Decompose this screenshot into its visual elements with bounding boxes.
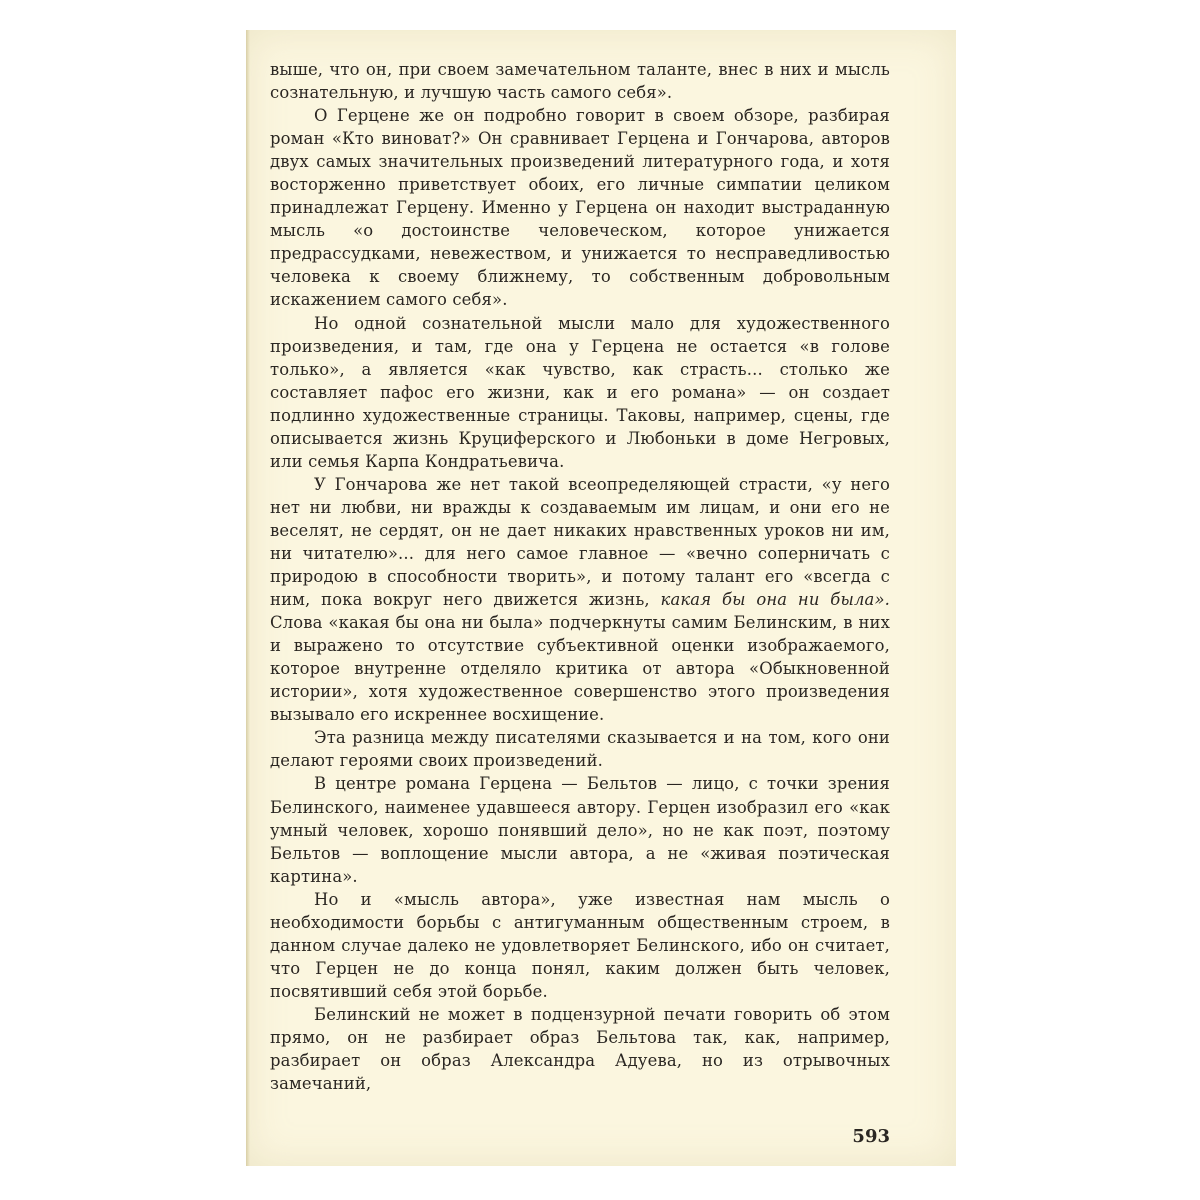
book-page <box>246 30 956 1166</box>
page-number: 593 <box>852 1126 890 1147</box>
paragraph-8: Белинский не может в подцензурной печати говорить об этом прямо, он не разбирает образ Бельтова так, как, например, разбирает он образ Александра Адуева, но из отрывочных замечаний, <box>270 1004 890 1094</box>
paragraph-1: выше, что он, при своем замечательном таланте, внес в них и мысль сознательную, и лучшую часть самого себя». <box>270 60 890 103</box>
paragraph-7: Но и «мысль автора», уже известная нам мысль о необходимости борьбы с антигуманным общественным строем, в данном случае далеко не удовлетворяет Белинского, ибо он считает, что Герцен не до конца понял, каким должен быть человек, посвятивший себя этой борьбе. <box>270 889 890 1001</box>
paragraph-6: В центре романа Герцена — Бельтов — лицо, с точки зрения Белинского, наименее удавшееся автору. Герцен изобразил его «как умный человек, хорошо понявший дело», но не как поэт, поэтому Бельтов — воплощение мысли автора, а не «живая поэтическая картина». <box>270 774 890 886</box>
paragraph-3: Но одной сознательной мысли мало для художественного произведения, и там, где она у Герцена не остается «в голове только», а является «как чувство, как страсть... столько же составляет пафос его жизни, как и его романа» — он создает подлинно художественные страницы. Таковы, например, сцены, где описывается жизнь Круциферского и Любоньки в доме Негровых, или семья Карпа Кондратьевича. <box>270 313 890 471</box>
paragraph-4-italic: какая бы она ни была». <box>660 590 890 610</box>
paragraph-5: Эта разница между писателями сказывается и на том, кого они делают героями своих произведений. <box>270 728 890 771</box>
paragraph-4 <box>270 473 890 727</box>
paragraph-4-end: Слова «какая бы она ни была» подчеркнуты самим Белинским, в них и выражено то отсутствие субъективной оценки изображаемого, которое внутренне отделяло критика от автора «Обыкновенной истории», хотя художественное совершенство этого произведения вызывало его искреннее восхищение. <box>270 613 890 725</box>
body-text <box>270 58 890 1095</box>
paragraph-2: О Герцене же он подробно говорит в своем обзоре, разбирая роман «Кто виноват?» Он сравнивает Герцена и Гончарова, авторов двух самых значительных произведений литературного года, и хотя восторженно приветствует обоих, его личные симпатии целиком принадлежат Герцену. Именно у Герцена он находит выстраданную мысль «о достоинстве человеческом, которое унижается предрассудками, невежеством, и унижается то несправедливостью человека к своему ближнему, то собственным добровольным искажением самого себя». <box>270 106 890 310</box>
paragraph-4-start: У Гончарова же нет такой всеопределяющей страсти, «у него нет ни любви, ни вражды к создаваемым им лицам, и они его не веселят, не сердят, он не дает никаких нравственных уроков ни им, ни читателю»... для него самое главное — «вечно соперничать с природою в способности творить», и потому талант его «всегда с ним, пока вокруг него движется жизнь, <box>270 474 890 610</box>
